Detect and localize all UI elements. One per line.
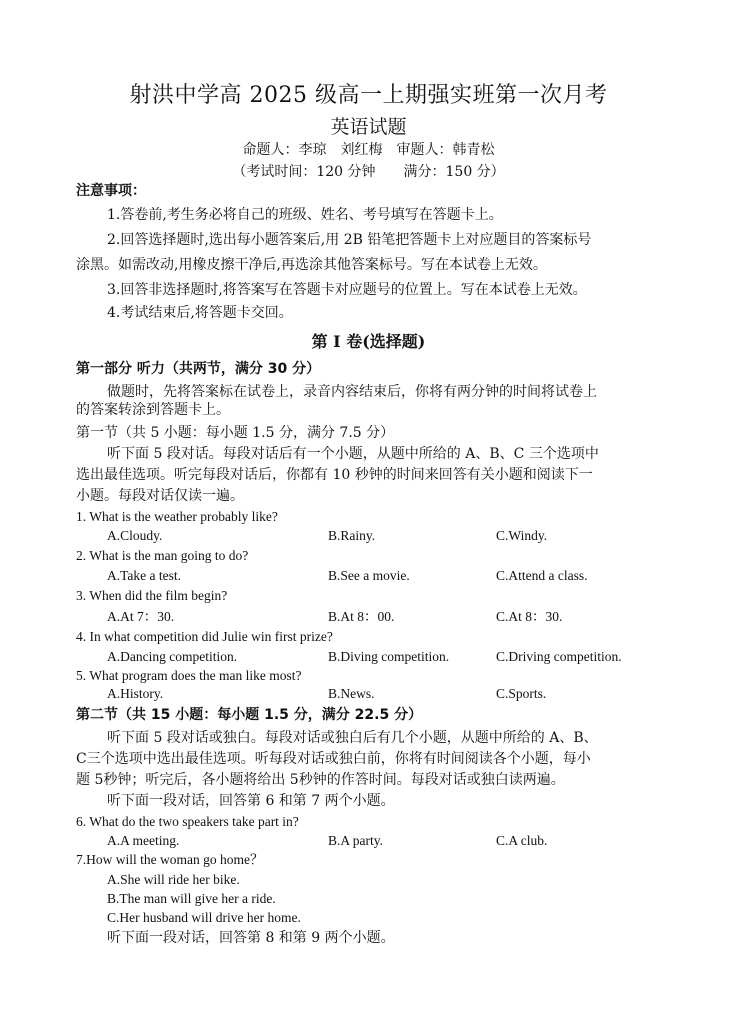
question-7: 7.How will the woman go home？ — [76, 852, 264, 867]
section2-next-instruction: 听下面一段对话，回答第 8 和第 9 两个小题。 — [107, 930, 395, 946]
part1-instruction-line-1: 做题时，先将答案标在试卷上，录音内容结束后，你将有两分钟的时间将试卷上 — [107, 384, 597, 400]
option-2b: B.See a movie. — [328, 568, 410, 583]
notice-item-4: 4.考试结束后,将答题卡交回。 — [107, 305, 293, 321]
option-1b: B.Rainy. — [328, 528, 376, 543]
section2-instruction-line-1: 听下面 5 段对话或独白。每段对话或独白后有几个小题，从题中所给的 A、B、 — [107, 730, 598, 746]
option-7b: B.The man will give her a ride. — [107, 891, 276, 906]
option-5a: A.History. — [107, 686, 164, 701]
section1-instruction-line-3: 小题。每段对话仅读一遍。 — [76, 488, 244, 504]
option-5c: C.Sports. — [496, 686, 547, 701]
question-3: 3. When did the film begin? — [76, 588, 228, 603]
question-5: 5. What program does the man like most? — [76, 668, 302, 683]
option-6c: C.A club. — [496, 833, 548, 848]
option-4c: C.Driving competition. — [496, 649, 622, 664]
question-1: 1. What is the weather probably like? — [76, 509, 278, 524]
notice-item-2-line-1: 2.回答选择题时,选出每小题答案后,用 2B 铅笔把答题卡上对应题目的答案标号 — [107, 232, 592, 248]
question-4: 4. In what competition did Julie win first prize? — [76, 629, 333, 644]
notice-item-2-line-2: 涂黑。如需改动,用橡皮擦干净后,再选涂其他答案标号。写在本试卷上无效。 — [76, 257, 547, 273]
option-3b: B.At 8：00. — [328, 609, 395, 624]
option-1a: A.Cloudy. — [107, 528, 163, 543]
exam-subtitle: 英语试题 — [330, 116, 407, 138]
option-4a: A.Dancing competition. — [107, 649, 238, 664]
option-2a: A.Take a test. — [107, 568, 182, 583]
option-3c: C.At 8：30. — [496, 609, 563, 624]
option-4b: B.Diving competition. — [328, 649, 450, 664]
section-title: 第 I 卷(选择题) — [311, 332, 426, 351]
option-6b: B.A party. — [328, 833, 383, 848]
section2-heading: 第二节（共 15 小题：每小题 1.5 分，满分 22.5 分） — [76, 707, 423, 723]
section2-instruction-line-3: 题 5秒钟；听完后，各小题将给出 5秒钟的作答时间。每段对话或独白读两遍。 — [76, 772, 565, 788]
section1-heading: 第一节（共 5 小题：每小题 1.5 分，满分 7.5 分） — [76, 425, 395, 441]
notice-heading: 注意事项： — [76, 183, 146, 199]
option-7a: A.She will ride her bike. — [107, 872, 240, 887]
part1-instruction-line-2: 的答案转涂到答题卡上。 — [76, 402, 230, 418]
section2-instruction-line-2: C三个选项中选出最佳选项。听每段对话或独白前，你将有时间阅读各个小题，每小 — [76, 751, 591, 767]
exam-authors: 命题人：李琼 刘红梅 审题人：韩青松 — [242, 142, 495, 158]
section2-instruction-line-4: 听下面一段对话，回答第 6 和第 7 两个小题。 — [107, 793, 395, 809]
exam-time-info: （考试时间：120 分钟 满分：150 分） — [232, 164, 505, 180]
notice-item-3: 3.回答非选择题时,将答案写在答题卡对应题号的位置上。写在本试卷上无效。 — [107, 282, 587, 298]
option-2c: C.Attend a class. — [496, 568, 588, 583]
option-7c: C.Her husband will drive her home. — [107, 910, 301, 925]
option-6a: A.A meeting. — [107, 833, 180, 848]
question-6: 6. What do the two speakers take part in? — [76, 814, 299, 829]
part1-heading: 第一部分 听力（共两节，满分 30 分） — [76, 361, 321, 377]
option-5b: B.News. — [328, 686, 375, 701]
notice-item-1: 1.答卷前,考生务必将自己的班级、姓名、考号填写在答题卡上。 — [107, 207, 503, 223]
exam-title: 射洪中学高 2025 级高一上期强实班第一次月考 — [129, 83, 608, 108]
question-2: 2. What is the man going to do? — [76, 548, 249, 563]
option-3a: A.At 7：30. — [107, 609, 175, 624]
section1-instruction-line-1: 听下面 5 段对话。每段对话后有一个小题，从题中所给的 A、B、C 三个选项中 — [107, 446, 599, 462]
section1-instruction-line-2: 选出最佳选项。听完每段对话后，你都有 10 秒钟的时间来回答有关小题和阅读下一 — [76, 467, 593, 483]
option-1c: C.Windy. — [496, 528, 548, 543]
